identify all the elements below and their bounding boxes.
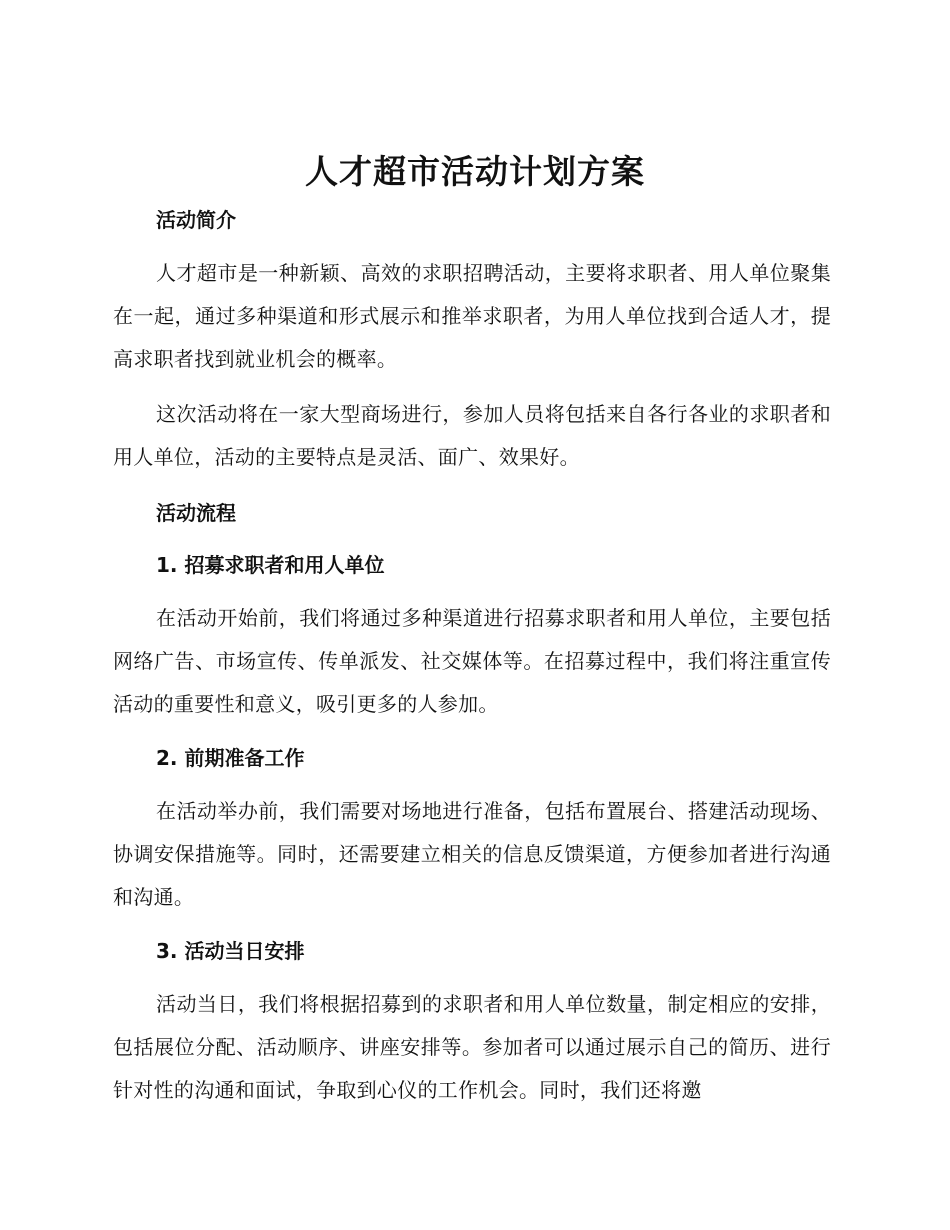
- document-body: [113, 200, 831, 1112]
- paragraph-recruit: 在活动开始前，我们将通过多种渠道进行招募求职者和用人单位，主要包括网络广告、市场宣传、传单派发、社交媒体等。在招募过程中，我们将注重宣传活动的重要性和意义，吸引更多的人参加。: [113, 606, 831, 716]
- paragraph-intro-2: 这次活动将在一家大型商场进行，参加人员将包括来自各行各业的求职者和用人单位，活动的主要特点是灵活、面广、效果好。: [113, 402, 831, 469]
- document-title: 人才超市活动计划方案: [305, 152, 645, 191]
- section-heading-intro: 活动简介: [156, 208, 236, 232]
- paragraph-intro-1: 人才超市是一种新颖、高效的求职招聘活动，主要将求职者、用人单位聚集在一起，通过多种渠道和形式展示和推举求职者，为用人单位找到合适人才，提高求职者找到就业机会的概率。: [113, 261, 831, 371]
- paragraph-preparation: 在活动举办前，我们需要对场地进行准备，包括布置展台、搭建活动现场、协调安保措施等。同时，还需要建立相关的信息反馈渠道，方便参加者进行沟通和沟通。: [113, 799, 831, 909]
- subheading-recruit: 1. 招募求职者和用人单位: [156, 553, 385, 577]
- subheading-event-day: 3. 活动当日安排: [156, 939, 305, 963]
- section-heading-process: 活动流程: [156, 501, 236, 525]
- paragraph-event-day: 活动当日，我们将根据招募到的求职者和用人单位数量，制定相应的安排，包括展位分配、活动顺序、讲座安排等。参加者可以通过展示自己的简历、进行针对性的沟通和面试，争取到心仪的工作机会。同时，我们还将邀: [113, 992, 831, 1102]
- subheading-preparation: 2. 前期准备工作: [156, 746, 305, 770]
